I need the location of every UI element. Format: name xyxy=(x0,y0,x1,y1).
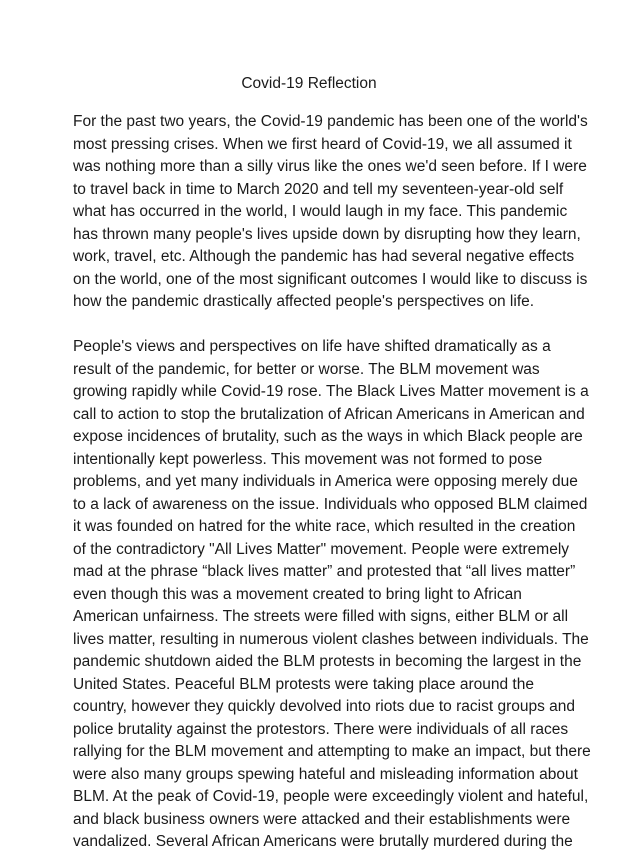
text-line: For the past two years, the Covid-19 pandemic has been one of the world's xyxy=(73,113,588,130)
text-line: police brutality against the protestors. There were individuals of all races xyxy=(73,720,569,738)
text-line: United States. Peaceful BLM protests were taking place around the xyxy=(73,675,534,693)
text-line: People's views and perspectives on life have shifted dramatically as a xyxy=(73,338,551,355)
text-line: lives matter, resulting in numerous violent clashes between individuals. The xyxy=(73,630,589,648)
paragraph-2 xyxy=(73,336,613,854)
text-line: were also many groups spewing hateful and misleading information about xyxy=(73,765,578,783)
text-line: country, however they quickly devolved into riots due to racist groups and xyxy=(73,698,576,715)
text-line: result of the pandemic, for better or worse. The BLM movement was xyxy=(73,360,540,378)
text-line: most pressing crises. When we first heard of Covid-19, we all assumed it xyxy=(73,135,572,153)
text-line: American unfairness. The streets were filled with signs, either BLM or all xyxy=(73,608,569,625)
paragraph-1 xyxy=(73,111,613,314)
document-title: Covid-19 Reflection xyxy=(241,75,377,92)
text-line: was nothing more than a silly virus like the ones we'd seen before. If I were xyxy=(73,158,587,175)
text-line: BLM. At the peak of Covid-19, people were exceedingly violent and hateful, xyxy=(73,788,589,805)
text-line: work, travel, etc. Although the pandemic has had several negative effects xyxy=(73,248,575,265)
text-line: it was founded on hatred for the white race, which resulted in the creation xyxy=(73,518,576,535)
text-line: to a lack of awareness on the issue. Individuals who opposed BLM claimed xyxy=(73,495,588,513)
text-line: how the pandemic drastically affected people's perspectives on life. xyxy=(73,293,535,310)
text-line: on the world, one of the most significant outcomes I would like to discuss is xyxy=(73,270,588,288)
text-line: rallying for the BLM movement and attempting to make an impact, but there xyxy=(73,743,591,760)
text-line: intentionally kept powerless. This movement was not formed to pose xyxy=(73,450,543,468)
text-line: mad at the phrase “black lives matter” and protested that “all lives matter” xyxy=(73,563,576,580)
text-line: problems, and yet many individuals in America were opposing merely due xyxy=(73,473,578,490)
text-line: even though this was a movement created to bring light to African xyxy=(73,585,522,603)
text-line: call to action to stop the brutalization of African Americans in American and xyxy=(73,405,585,423)
text-line: growing rapidly while Covid-19 rose. The Black Lives Matter movement is a xyxy=(73,383,589,400)
text-line: and black business owners were attacked and their establishments were xyxy=(73,810,571,828)
text-line: of the contradictory "All Lives Matter" movement. People were extremely xyxy=(73,540,570,558)
text-line: vandalized. Several African Americans were brutally murdered during the xyxy=(73,833,573,850)
text-line: pandemic shutdown aided the BLM protests in becoming the largest in the xyxy=(73,653,582,670)
text-line: expose incidences of brutality, such as the ways in which Black people are xyxy=(73,428,583,445)
text-line: to travel back in time to March 2020 and tell my seventeen-year-old self xyxy=(73,180,564,198)
text-line: what has occurred in the world, I would laugh in my face. This pandemic xyxy=(73,203,568,220)
text-line: has thrown many people's lives upside down by disrupting how they learn, xyxy=(73,225,581,243)
